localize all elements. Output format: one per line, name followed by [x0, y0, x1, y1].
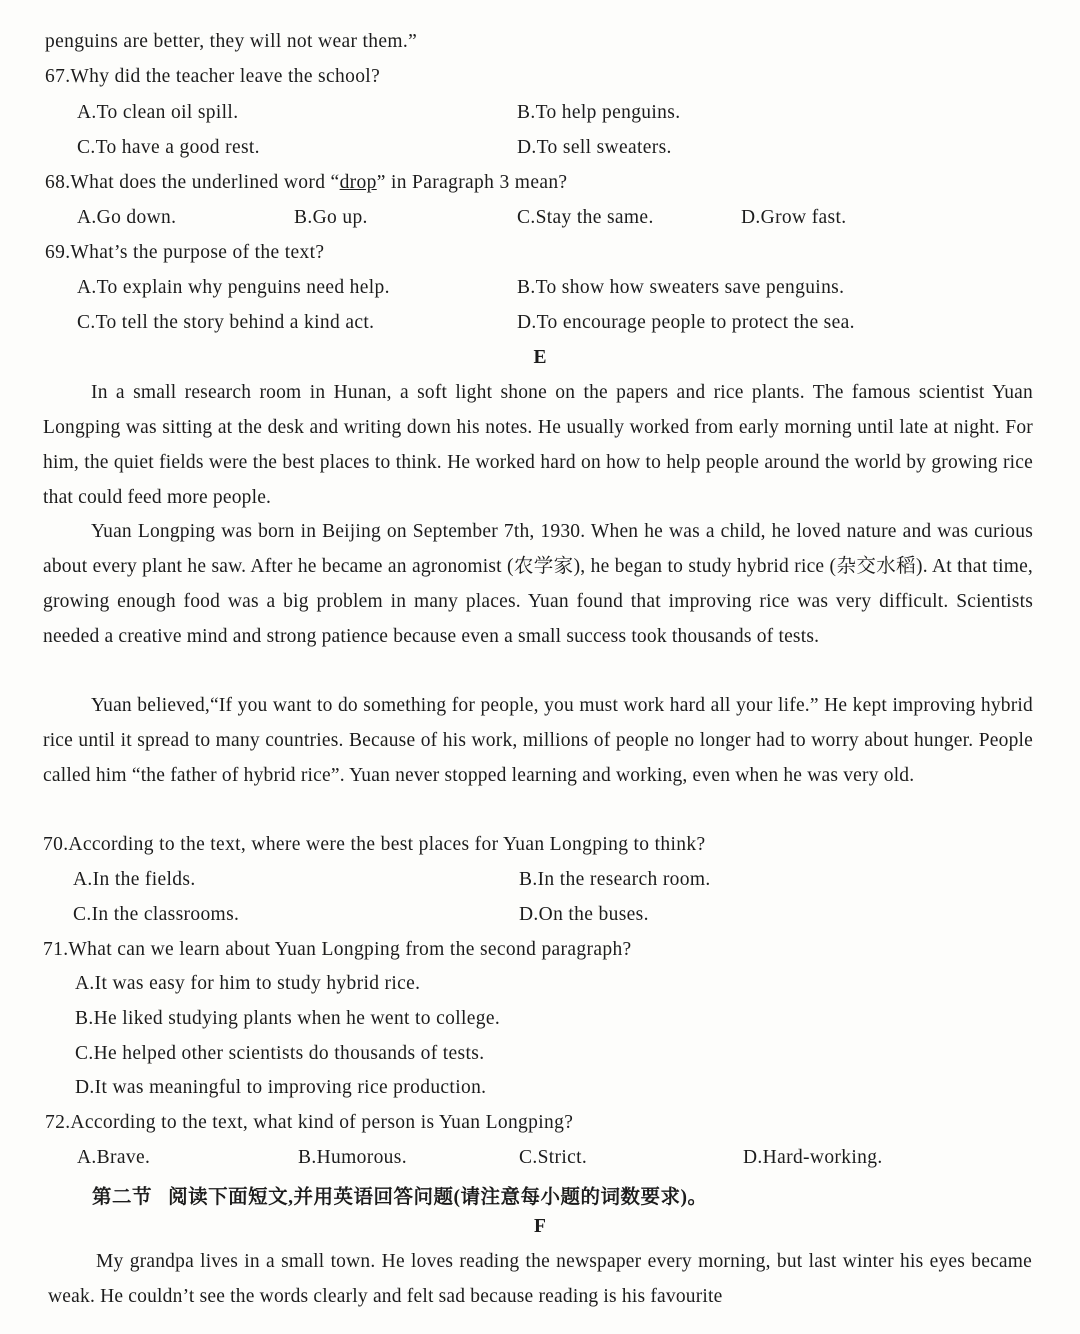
- question-71-stem: 71.What can we learn about Yuan Longping from the second paragraph?: [43, 939, 632, 960]
- q68-option-d: D.Grow fast.: [741, 207, 847, 228]
- q68-stem-suffix: ” in Paragraph 3 mean?: [376, 172, 568, 193]
- section-2-instruction: 阅读下面短文,并用英语回答问题(请注意每小题的词数要求)。: [168, 1187, 708, 1208]
- q69-option-a: A.To explain why penguins need help.: [77, 277, 390, 298]
- q68-option-b: B.Go up.: [294, 207, 368, 228]
- q67-option-b: B.To help penguins.: [517, 102, 681, 123]
- q67-option-d: D.To sell sweaters.: [517, 137, 672, 158]
- section-2-label: 第二节: [92, 1187, 153, 1208]
- q72-option-b: B.Humorous.: [298, 1147, 407, 1168]
- q72-option-c: C.Strict.: [519, 1147, 588, 1168]
- passage-e-paragraph-2: Yuan Longping was born in Beijing on September 7th, 1930. When he was a child, he loved nature and was curious about every plant he saw. After he became an agronomist (农学家), he began to study hybrid rice (杂交水稻). At that time, growing enough food was a big problem in many places. Yuan found that improving rice was very difficult. Scientists needed a creative mind and strong patience because even a small success took thousands of tests.: [43, 521, 1033, 647]
- q69-option-c: C.To tell the story behind a kind act.: [77, 312, 375, 333]
- passage-f-paragraph-1: My grandpa lives in a small town. He loves reading the newspaper every morning, but last winter his eyes became weak. He couldn’t see the words clearly and felt sad because reading is his favourite: [48, 1251, 1032, 1307]
- passage-e-paragraph-3: Yuan believed,“If you want to do something for people, you must work hard all your life.” He kept improving hybrid rice until it spread to many countries. Because of his work, millions of people no longer had to worry about hunger. People called him “the father of hybrid rice”. Yuan never stopped learning and working, even when he was very old.: [43, 695, 1033, 786]
- q72-option-d: D.Hard-working.: [743, 1147, 883, 1168]
- section-2-heading: [92, 1181, 708, 1209]
- q70-option-d: D.On the buses.: [519, 904, 649, 925]
- q72-option-a: A.Brave.: [77, 1147, 151, 1168]
- question-68-stem: [45, 172, 567, 194]
- q71-option-c: C.He helped other scientists do thousands of tests.: [75, 1043, 485, 1064]
- question-67-stem: 67.Why did the teacher leave the school?: [45, 66, 381, 87]
- question-69-stem: 69.What’s the purpose of the text?: [45, 242, 325, 263]
- q70-option-c: C.In the classrooms.: [73, 904, 240, 925]
- q71-option-b: B.He liked studying plants when he went to college.: [75, 1008, 501, 1029]
- passage-e-heading: E: [533, 347, 547, 368]
- question-70-stem: 70.According to the text, where were the best places for Yuan Longping to think?: [43, 834, 706, 855]
- q67-option-c: C.To have a good rest.: [77, 137, 260, 158]
- previous-passage-tail: penguins are better, they will not wear them.”: [45, 31, 418, 52]
- q69-option-d: D.To encourage people to protect the sea.: [517, 312, 855, 333]
- q68-underlined-word: drop: [339, 172, 377, 193]
- q68-stem-prefix: 68.What does the underlined word “: [45, 172, 340, 193]
- q67-option-a: A.To clean oil spill.: [77, 102, 239, 123]
- passage-f-heading: F: [534, 1216, 546, 1237]
- q71-option-d: D.It was meaningful to improving rice production.: [75, 1077, 487, 1098]
- passage-e-paragraph-1: In a small research room in Hunan, a soft light shone on the papers and rice plants. The famous scientist Yuan Longping was sitting at the desk and writing down his notes. He usually worked from early morning until late at night. For him, the quiet fields were the best places to think. He worked hard on how to help people around the world by growing rice that could feed more people.: [43, 382, 1033, 508]
- q70-option-b: B.In the research room.: [519, 869, 711, 890]
- question-72-stem: 72.According to the text, what kind of person is Yuan Longping?: [45, 1112, 574, 1133]
- q69-option-b: B.To show how sweaters save penguins.: [517, 277, 845, 298]
- q70-option-a: A.In the fields.: [73, 869, 196, 890]
- q71-option-a: A.It was easy for him to study hybrid rice.: [75, 973, 421, 994]
- q68-option-c: C.Stay the same.: [517, 207, 654, 228]
- q68-option-a: A.Go down.: [77, 207, 177, 228]
